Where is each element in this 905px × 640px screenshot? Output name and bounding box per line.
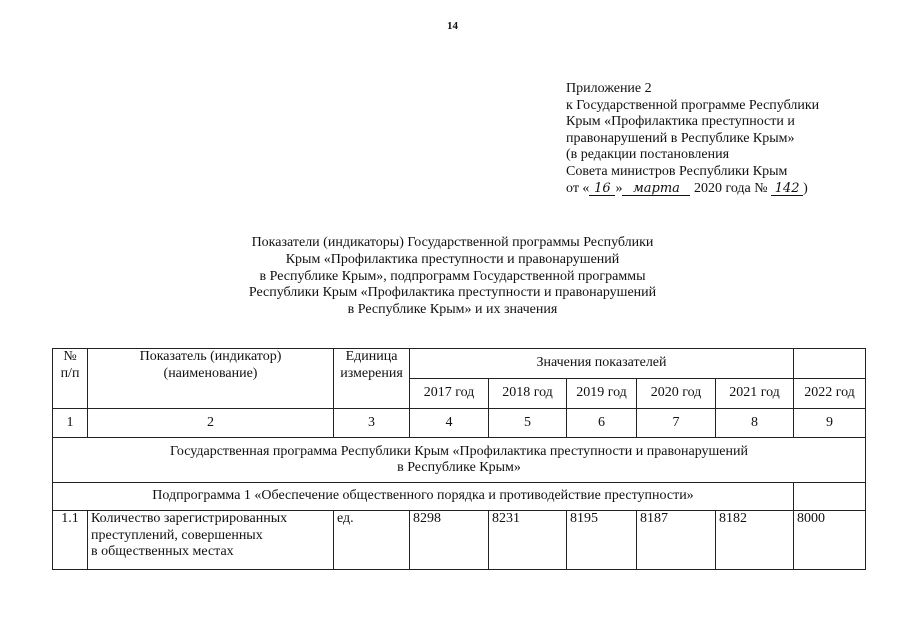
handwritten-month: марта [622,182,690,196]
appendix-date-line: от « 16 » марта 2020 года № 142 ) [566,180,808,196]
header-year: 2020 год [637,379,716,409]
row-value: 8000 [794,511,866,570]
column-number: 8 [716,409,794,438]
title-line: Показатели (индикаторы) Государственной программы Республики [251,235,654,250]
title-line: Крым «Профилактика преступности и правонарушений [285,251,620,267]
column-number: 7 [637,409,716,438]
handwritten-day: 16 [589,182,615,196]
header-year: 2018 год [489,379,567,409]
appendix-line: к Государственной программе Республики [566,97,820,113]
header-values-group: Значения показателей [410,349,794,379]
header-unit: Единица измерения [334,349,410,409]
header-year: 2022 год [794,379,866,409]
column-number: 6 [567,409,637,438]
header-year: 2017 год [410,379,489,409]
row-indicator: Количество зарегистрированных преступлений, совершенных в общественных местах [88,511,334,570]
appendix-block [566,81,819,197]
column-number: 5 [489,409,567,438]
column-number: 3 [334,409,410,438]
subprogram-row: Подпрограмма 1 «Обеспечение общественного порядка и противодействие преступности» [53,483,794,511]
date-year: 2020 года № [693,180,768,196]
document-title [150,235,755,319]
row-value: 8298 [410,511,489,570]
row-value: 8231 [489,511,567,570]
title-line: в Республике Крым» и их значения [347,302,558,318]
title-line: Республики Крым «Профилактика преступности и правонарушений [248,285,657,301]
header-year: 2021 год [716,379,794,409]
row-value: 8182 [716,511,794,570]
header-num: № п/п [53,349,88,409]
indicators-table [52,348,866,570]
column-number: 9 [794,409,866,438]
header-empty-cell [794,349,866,379]
appendix-line: (в редакции постановления [566,147,730,163]
subprogram-empty-cell [794,483,866,511]
row-num: 1.1 [53,511,88,570]
row-value: 8187 [637,511,716,570]
row-unit: ед. [334,511,410,570]
row-value: 8195 [567,511,637,570]
column-number: 4 [410,409,489,438]
date-quote: » [615,180,623,196]
program-row: Государственная программа Республики Крым «Профилактика преступности и правонарушений в Республике Крым» [53,438,866,483]
handwritten-number: 142 [771,182,803,196]
date-prefix: от « [566,180,590,196]
header-year: 2019 год [567,379,637,409]
column-number: 1 [53,409,88,438]
header-indicator: Показатель (индикатор) (наименование) [88,349,334,409]
page-number: 14 [447,20,458,32]
appendix-line: Крым «Профилактика преступности и [566,114,795,130]
appendix-line: Совета министров Республики Крым [566,163,788,179]
title-line: в Республике Крым», подпрограмм Государственной программы [259,268,646,284]
column-number: 2 [88,409,334,438]
appendix-line: правонарушений в Республике Крым» [566,130,795,146]
appendix-line: Приложение 2 [566,81,652,96]
